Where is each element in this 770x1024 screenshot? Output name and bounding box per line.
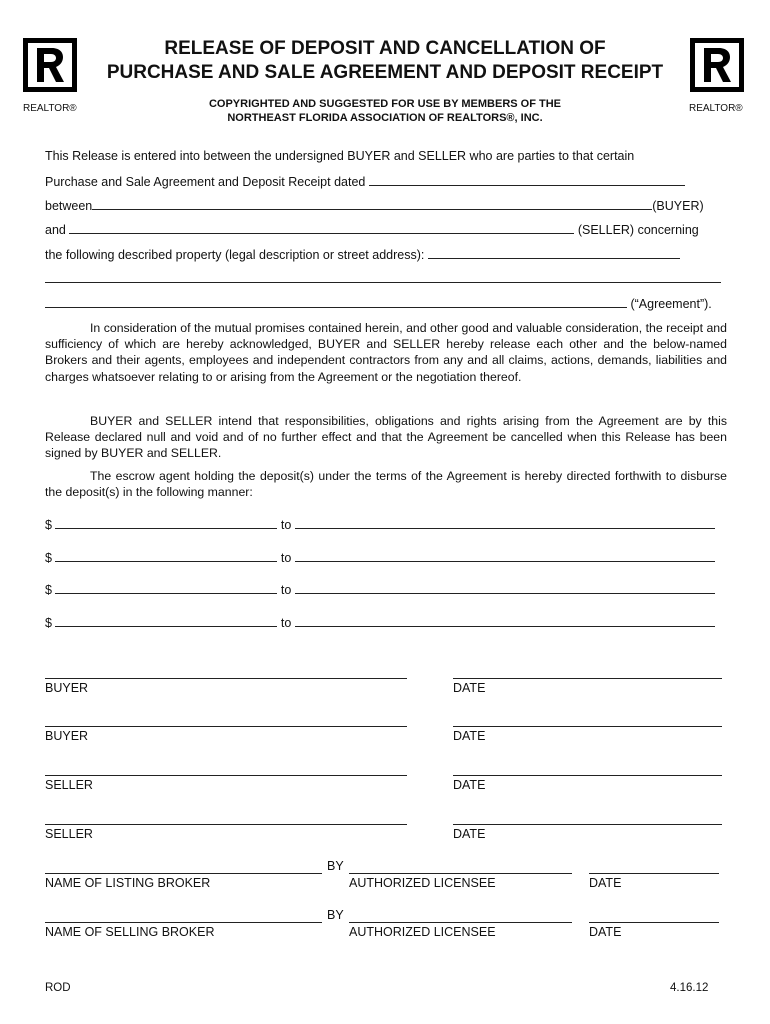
- buyer-suffix-label: (BUYER): [652, 199, 704, 213]
- selling-broker-line[interactable]: [45, 922, 322, 923]
- disbursement-row: [45, 581, 715, 597]
- title-line-2: PURCHASE AND SALE AGREEMENT AND DEPOSIT RECEIPT: [106, 62, 664, 83]
- seller-label: SELLER: [45, 778, 93, 792]
- realtor-logo-icon: [23, 38, 77, 92]
- seller-signature-line[interactable]: [45, 775, 407, 776]
- buyer-name-field[interactable]: [92, 197, 652, 210]
- realtor-label-right: REALTOR®: [689, 103, 743, 114]
- realtor-label-left: REALTOR®: [23, 103, 77, 114]
- null-void-paragraph-text: BUYER and SELLER intend that responsibilities, obligations and rights arising from the Agreement are by this Release declared null and void and of no further effect and that the Agreement be cancelled when this Release has been signed by BUYER and SELLER.: [45, 414, 727, 461]
- selling-broker-label: NAME OF SELLING BROKER: [45, 925, 215, 939]
- recipient-field[interactable]: [295, 581, 715, 594]
- listing-broker-label: NAME OF LISTING BROKER: [45, 876, 211, 890]
- dollar-sign: $: [45, 583, 52, 597]
- by-label: BY: [327, 859, 344, 873]
- dollar-sign: $: [45, 518, 52, 532]
- property-description-field-2[interactable]: [45, 270, 721, 283]
- amount-field[interactable]: [55, 614, 277, 627]
- intro-line-5: [45, 246, 680, 262]
- by-label: BY: [327, 908, 344, 922]
- intro-line-6: [45, 270, 721, 286]
- recipient-field[interactable]: [295, 516, 715, 529]
- selling-date-line[interactable]: [589, 922, 719, 923]
- dollar-sign: $: [45, 616, 52, 630]
- to-label: to: [280, 583, 292, 597]
- recipient-field[interactable]: [295, 614, 715, 627]
- escrow-paragraph: [45, 468, 727, 500]
- recipient-field[interactable]: [295, 549, 715, 562]
- subtitle-line-2: NORTHEAST FLORIDA ASSOCIATION OF REALTORS®, INC.: [227, 112, 543, 124]
- authorized-licensee-label: AUTHORIZED LICENSEE: [349, 876, 496, 890]
- intro-line-2: [45, 173, 685, 189]
- seller-suffix-label: (SELLER) concerning: [577, 223, 699, 237]
- agreement-suffix-label: (“Agreement”).: [630, 297, 712, 311]
- seller-name-field[interactable]: [69, 221, 574, 234]
- date-label: DATE: [453, 827, 486, 841]
- realtor-logo-icon: [690, 38, 744, 92]
- date-label: DATE: [589, 876, 622, 890]
- dollar-sign: $: [45, 551, 52, 565]
- revision-date: 4.16.12: [670, 982, 709, 994]
- document-subtitle: [80, 97, 690, 125]
- null-void-paragraph: [45, 413, 727, 462]
- date-label: DATE: [453, 729, 486, 743]
- date-label: DATE: [453, 681, 486, 695]
- subtitle-line-1: COPYRIGHTED AND SUGGESTED FOR USE BY MEMBERS OF THE: [208, 98, 562, 110]
- seller-signature-line[interactable]: [45, 824, 407, 825]
- buyer-signature-line[interactable]: [45, 726, 407, 727]
- disbursement-row: [45, 516, 715, 532]
- amount-field[interactable]: [55, 581, 277, 594]
- listing-licensee-line[interactable]: [349, 873, 572, 874]
- release-paragraph-text: In consideration of the mutual promises contained herein, and other good and valuable consideration, the receipt and sufficiency of which are hereby acknowledged, BUYER and SELLER hereby release each other and the below-named Brokers and their agents, employees and independent contractors from any and all claims, actions, demands, liabilities and charges whatsoever relating to or arising from the Agreement or the negotiation thereof.: [45, 321, 727, 384]
- property-description-field-3[interactable]: [45, 295, 627, 308]
- intro-line-1: This Release is entered into between the undersigned BUYER and SELLER who are parties to that certain: [45, 149, 635, 163]
- buyer-date-line[interactable]: [453, 726, 722, 727]
- authorized-licensee-label: AUTHORIZED LICENSEE: [349, 925, 496, 939]
- seller-date-line[interactable]: [453, 824, 722, 825]
- seller-label: SELLER: [45, 827, 93, 841]
- to-label: to: [280, 616, 292, 630]
- agreement-date-field[interactable]: [369, 173, 685, 186]
- selling-licensee-line[interactable]: [349, 922, 572, 923]
- intro-line-4: [45, 221, 699, 237]
- seller-date-line[interactable]: [453, 775, 722, 776]
- buyer-label: BUYER: [45, 729, 89, 743]
- property-description-label: the following described property (legal description or street address):: [45, 248, 425, 262]
- agreement-dated-label: Purchase and Sale Agreement and Deposit Receipt dated: [45, 175, 366, 189]
- document-title: [80, 37, 690, 85]
- property-description-field[interactable]: [428, 246, 680, 259]
- title-line-1: RELEASE OF DEPOSIT AND CANCELLATION OF: [164, 38, 606, 59]
- buyer-date-line[interactable]: [453, 678, 722, 679]
- and-label: and: [45, 223, 66, 237]
- intro-line-7: [45, 295, 712, 311]
- between-label: between: [45, 199, 93, 213]
- disbursement-row: [45, 549, 715, 565]
- date-label: DATE: [589, 925, 622, 939]
- listing-broker-line[interactable]: [45, 873, 322, 874]
- disbursement-row: [45, 614, 715, 630]
- amount-field[interactable]: [55, 516, 277, 529]
- escrow-paragraph-text: The escrow agent holding the deposit(s) under the terms of the Agreement is hereby directed forthwith to disburse the deposit(s) in the following manner:: [45, 469, 727, 500]
- release-paragraph: [45, 320, 727, 385]
- intro-line-3: [45, 197, 704, 213]
- to-label: to: [280, 551, 292, 565]
- date-label: DATE: [453, 778, 486, 792]
- buyer-label: BUYER: [45, 681, 89, 695]
- to-label: to: [280, 518, 292, 532]
- listing-date-line[interactable]: [589, 873, 719, 874]
- amount-field[interactable]: [55, 549, 277, 562]
- buyer-signature-line[interactable]: [45, 678, 407, 679]
- form-code: ROD: [45, 982, 71, 994]
